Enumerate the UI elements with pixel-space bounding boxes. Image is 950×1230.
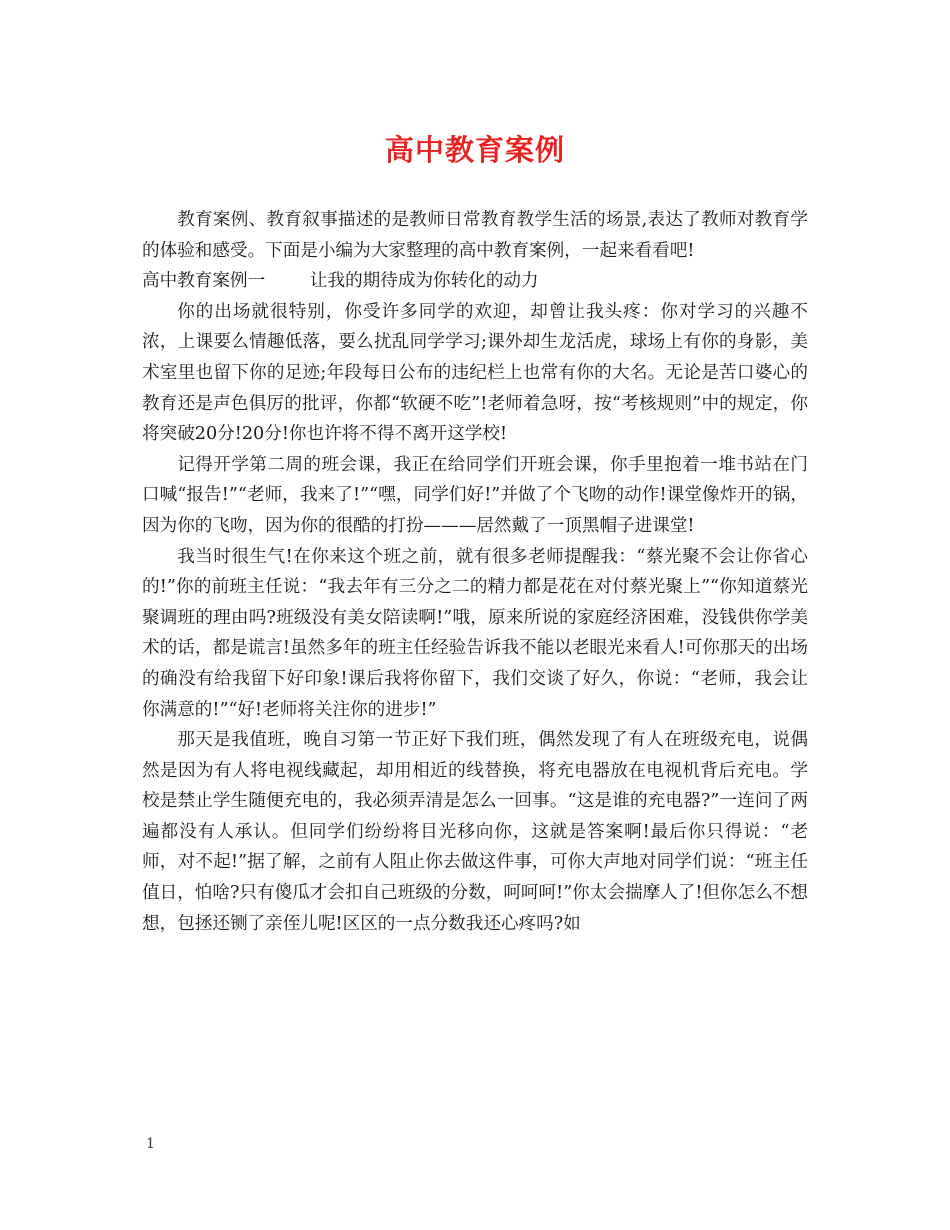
page-number: 1 <box>146 1136 155 1152</box>
body-paragraph: 记得开学第二周的班会课，我正在给同学们开班会课，你手里抱着一堆书站在门口喊“报告!”“老师，我来了!”“嘿，同学们好!”并做了个飞吻的动作!课堂像炸开的锅，因为你的飞吻，因为你的很酷的打扮———居然戴了一顶黑帽子进课堂! <box>142 454 808 536</box>
document-body <box>142 205 808 939</box>
body-paragraph: 你的出场就很特别，你受许多同学的欢迎，却曾让我头疼：你对学习的兴趣不浓，上课要么情趣低落，要么扰乱同学学习;课外却生龙活虎，球场上有你的身影，美术室里也留下你的足迹;年段每日公布的违纪栏上也常有你的大名。无论是苦口婆心的教育还是声色俱厉的批评，你都“软硬不吃”!老师着急呀，按“考核规则”中的规定，你将突破20分!20分!你也许将不得不离开这学校! <box>142 301 808 445</box>
body-paragraph: 那天是我值班，晚自习第一节正好下我们班，偶然发现了有人在班级充电，说偶然是因为有人将电视线藏起，却用相近的线替换，将充电器放在电视机背后充电。学校是禁止学生随便充电的，我必须弄清是怎么一回事。“这是谁的充电器?”一连问了两遍都没有人承认。但同学们纷纷将目光移向你，这就是答案啊!最后你只得说：“老师，对不起!”据了解，之前有人阻止你去做这件事，可你大声地对同学们说：“班主任值日，怕啥?只有傻瓜才会扣自己班级的分数，呵呵呵!”你太会揣摩人了!但你怎么不想想，包拯还铡了亲侄儿呢!区区的一点分数我还心疼吗?如 <box>142 730 808 934</box>
intro-paragraph: 教育案例、教育叙事描述的是教师日常教育教学生活的场景,表达了教师对教育学的体验和感受。下面是小编为大家整理的高中教育案例，一起来看看吧! <box>142 210 808 261</box>
section-heading: 高中教育案例一 让我的期待成为你转化的动力 <box>142 271 539 292</box>
body-paragraph: 我当时很生气!在你来这个班之前，就有很多老师提醒我：“蔡光聚不会让你省心的!”你的前班主任说：“我去年有三分之二的精力都是花在对付蔡光聚上”“你知道蔡光聚调班的理由吗?班级没有美女陪读啊!”哦，原来所说的家庭经济困难，没钱供你学美术的话，都是谎言!虽然多年的班主任经验告诉我不能以老眼光来看人!可你那天的出场的确没有给我留下好印象!课后我将你留下，我们交谈了好久，你说：“老师，我会让你满意的!”“好!老师将关注你的进步!” <box>142 546 808 720</box>
document-title: 高中教育案例 <box>384 133 565 167</box>
